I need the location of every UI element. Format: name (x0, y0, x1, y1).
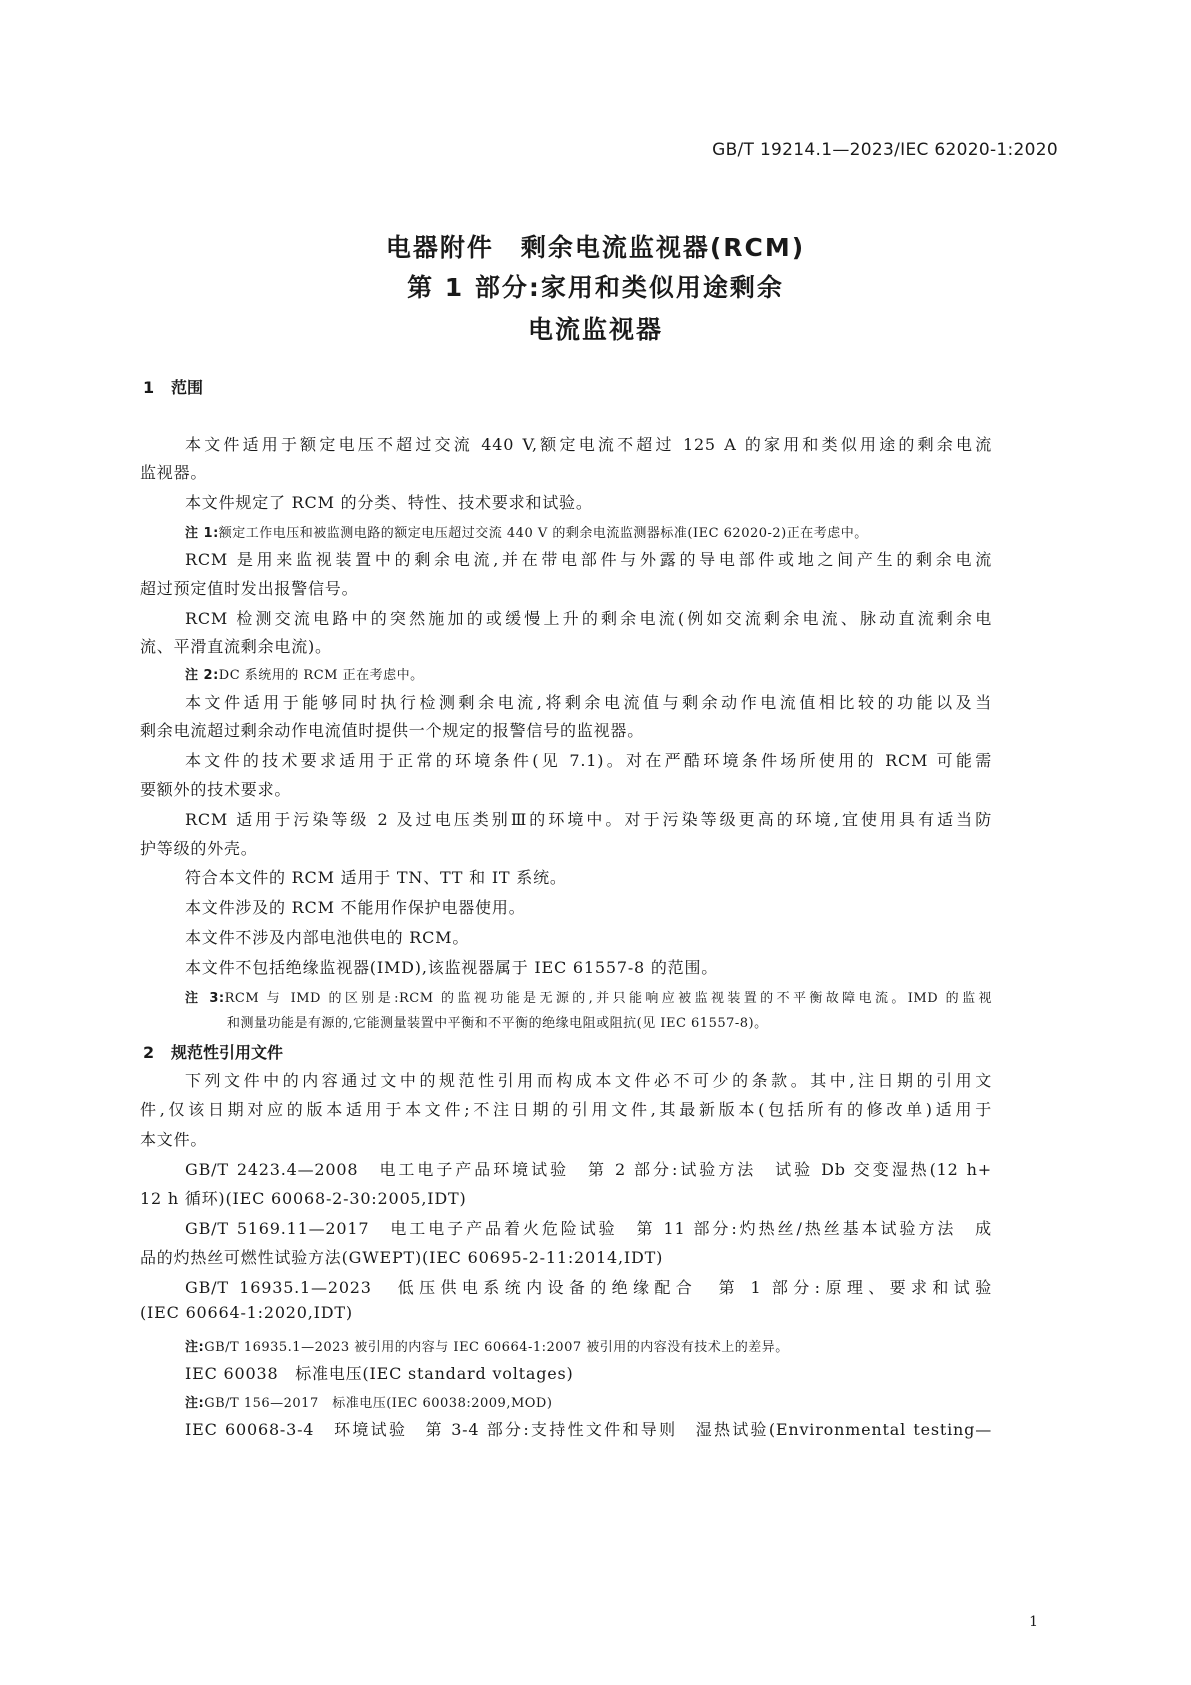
paragraph-line: 超过预定值时发出报警信号。 (140, 579, 359, 598)
paragraph-line: 本文件不涉及内部电池供电的 RCM。 (185, 928, 470, 947)
paragraph-line: 要额外的技术要求。 (140, 780, 292, 799)
note-text: GB/T 16935.1—2023 被引用的内容与 IEC 60664-1:2007 被引用的内容没有技术上的差异。 (204, 1340, 789, 1355)
note-label: 注: (185, 1340, 205, 1355)
note-3 (185, 987, 992, 1006)
paragraph-line: 件,仅该日期对应的版本适用于本文件;不注日期的引用文件,其最新版本(包括所有的修改单)适用于 (140, 1100, 992, 1119)
section-1-heading (143, 375, 203, 398)
paragraph-line: 本文件不包括绝缘监视器(IMD),该监视器属于 IEC 61557-8 的范围。 (185, 958, 719, 977)
section-number: 1 (143, 378, 155, 397)
title-line-3: 电流监视器 (527, 315, 663, 344)
paragraph-line: 本文件适用于额定电压不超过交流 440 V,额定电流不超过 125 A 的家用和类似用途的剩余电流 (185, 435, 992, 454)
reference-line: 品的灼热丝可燃性试验方法(GWEPT)(IEC 60695-2-11:2014,IDT) (140, 1248, 664, 1267)
standard-number: GB/T 19214.1—2023/IEC 62020-1:2020 (712, 140, 1058, 160)
note-1 (185, 522, 868, 541)
reference-line: GB/T 2423.4—2008 电工电子产品环境试验 第 2 部分:试验方法 试验 Db 交变湿热(12 h+ (185, 1160, 992, 1179)
paragraph-line: RCM 适用于污染等级 2 及过电压类别Ⅲ的环境中。对于污染等级更高的环境,宜使用具有适当防 (185, 810, 992, 829)
note-text: DC 系统用的 RCM 正在考虑中。 (218, 668, 424, 683)
reference-line: GB/T 5169.11—2017 电工电子产品着火危险试验 第 11 部分:灼热丝/热丝基本试验方法 成 (185, 1219, 992, 1238)
paragraph-line: 符合本文件的 RCM 适用于 TN、TT 和 IT 系统。 (185, 868, 567, 887)
section-title: 范围 (171, 378, 204, 397)
paragraph-line: 下列文件中的内容通过文中的规范性引用而构成本文件必不可少的条款。其中,注日期的引用文 (185, 1071, 992, 1090)
paragraph-line: 本文件的技术要求适用于正常的环境条件(见 7.1)。对在严酷环境条件场所使用的 RCM 可能需 (185, 751, 992, 770)
note-text: RCM 与 IMD 的区别是:RCM 的监视功能是无源的,并只能响应被监视装置的不平衡故障电流。IMD 的监视 (224, 991, 992, 1006)
paragraph-line: 护等级的外壳。 (140, 839, 258, 858)
note-3-continuation: 和测量功能是有源的,它能测量装置中平衡和不平衡的绝缘电阻或阻抗(见 IEC 61557-8)。 (227, 1016, 768, 1031)
title-line-1: 电器附件 剩余电流监视器(RCM) (385, 233, 806, 262)
section-2-heading (143, 1040, 283, 1063)
note-text: GB/T 156—2017 标准电压(IEC 60038:2009,MOD) (204, 1396, 553, 1411)
note-label: 注 2: (185, 668, 219, 683)
note-label: 注 3: (185, 991, 225, 1006)
paragraph-line: 监视器。 (140, 463, 208, 482)
note-label: 注: (185, 1396, 205, 1411)
section-number: 2 (143, 1043, 155, 1062)
paragraph-line: RCM 检测交流电路中的突然施加的或缓慢上升的剩余电流(例如交流剩余电流、脉动直流剩余电 (185, 609, 992, 628)
paragraph-line: 剩余电流超过剩余动作电流值时提供一个规定的报警信号的监视器。 (140, 721, 645, 740)
paragraph-line: 本文件涉及的 RCM 不能用作保护电器使用。 (185, 898, 526, 917)
reference-line: 12 h 循环)(IEC 60068-2-30:2005,IDT) (140, 1189, 467, 1208)
note-label: 注 1: (185, 526, 219, 541)
reference-line: IEC 60038 标准电压(IEC standard voltages) (185, 1364, 574, 1383)
reference-note (185, 1336, 789, 1355)
page-number: 1 (1029, 1614, 1038, 1630)
reference-line: (IEC 60664-1:2020,IDT) (140, 1303, 353, 1322)
title-line-2: 第 1 部分:家用和类似用途剩余 (407, 273, 784, 302)
section-title: 规范性引用文件 (171, 1043, 284, 1062)
reference-note (185, 1392, 552, 1411)
paragraph-line: 本文件适用于能够同时执行检测剩余电流,将剩余电流值与剩余动作电流值相比较的功能以及当 (185, 693, 992, 712)
note-text: 额定工作电压和被监测电路的额定电压超过交流 440 V 的剩余电流监测器标准(IEC 62020-2)正在考虑中。 (218, 526, 868, 541)
reference-line: GB/T 16935.1—2023 低压供电系统内设备的绝缘配合 第 1 部分:原理、要求和试验 (185, 1278, 992, 1297)
note-2 (185, 664, 424, 683)
paragraph-line: 流、平滑直流剩余电流)。 (140, 637, 332, 656)
paragraph-line: 本文件规定了 RCM 的分类、特性、技术要求和试验。 (185, 493, 593, 512)
paragraph-line: RCM 是用来监视装置中的剩余电流,并在带电部件与外露的导电部件或地之间产生的剩余电流 (185, 550, 992, 569)
paragraph-line: 本文件。 (140, 1130, 208, 1149)
reference-line: IEC 60068-3-4 环境试验 第 3-4 部分:支持性文件和导则 湿热试验(Environmental testing— (185, 1420, 992, 1439)
